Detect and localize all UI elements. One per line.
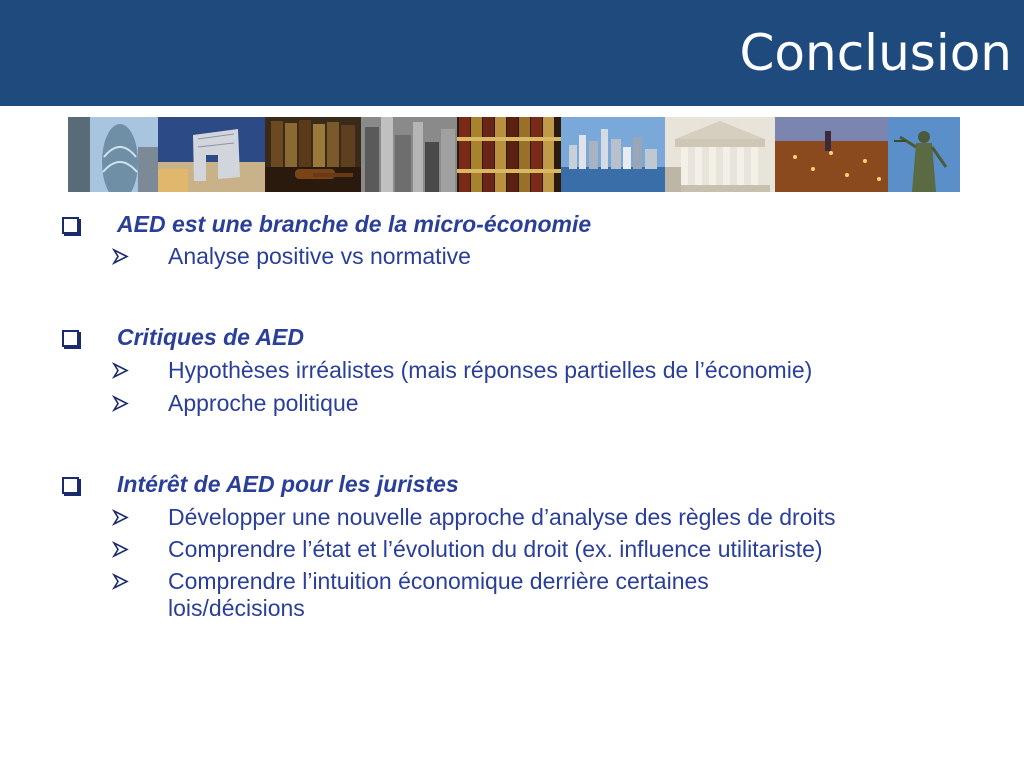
section-item: Comprendre l’état et l’évolution du droit (ex. influence utilitariste) — [168, 536, 823, 562]
arrow-bullet-icon — [112, 248, 129, 265]
section-item: Hypothèses irréalistes (mais réponses partielles de l’économie) — [168, 357, 813, 383]
section-heading: AED est une branche de la micro-économie — [117, 211, 592, 237]
checkbox-bullet-icon — [62, 330, 79, 347]
section-item: Approche politique — [168, 390, 359, 416]
section-item-continued: lois/décisions — [168, 595, 305, 621]
arrow-bullet-icon — [112, 395, 129, 412]
checkbox-bullet-icon — [62, 477, 79, 494]
section-heading: Intérêt de AED pour les juristes — [117, 471, 459, 497]
arrow-bullet-icon — [112, 541, 129, 558]
section-item: Analyse positive vs normative — [168, 243, 471, 269]
arrow-bullet-icon — [112, 362, 129, 379]
section-item: Développer une nouvelle approche d’analyse des règles de droits — [168, 504, 836, 530]
checkbox-bullet-icon — [62, 217, 79, 234]
arrow-bullet-icon — [112, 509, 129, 526]
slide-title: Conclusion — [739, 24, 1012, 82]
arrow-bullet-icon — [112, 573, 129, 590]
section-item: Comprendre l’intuition économique derrière certaines — [168, 568, 709, 594]
section-heading: Critiques de AED — [117, 324, 305, 350]
